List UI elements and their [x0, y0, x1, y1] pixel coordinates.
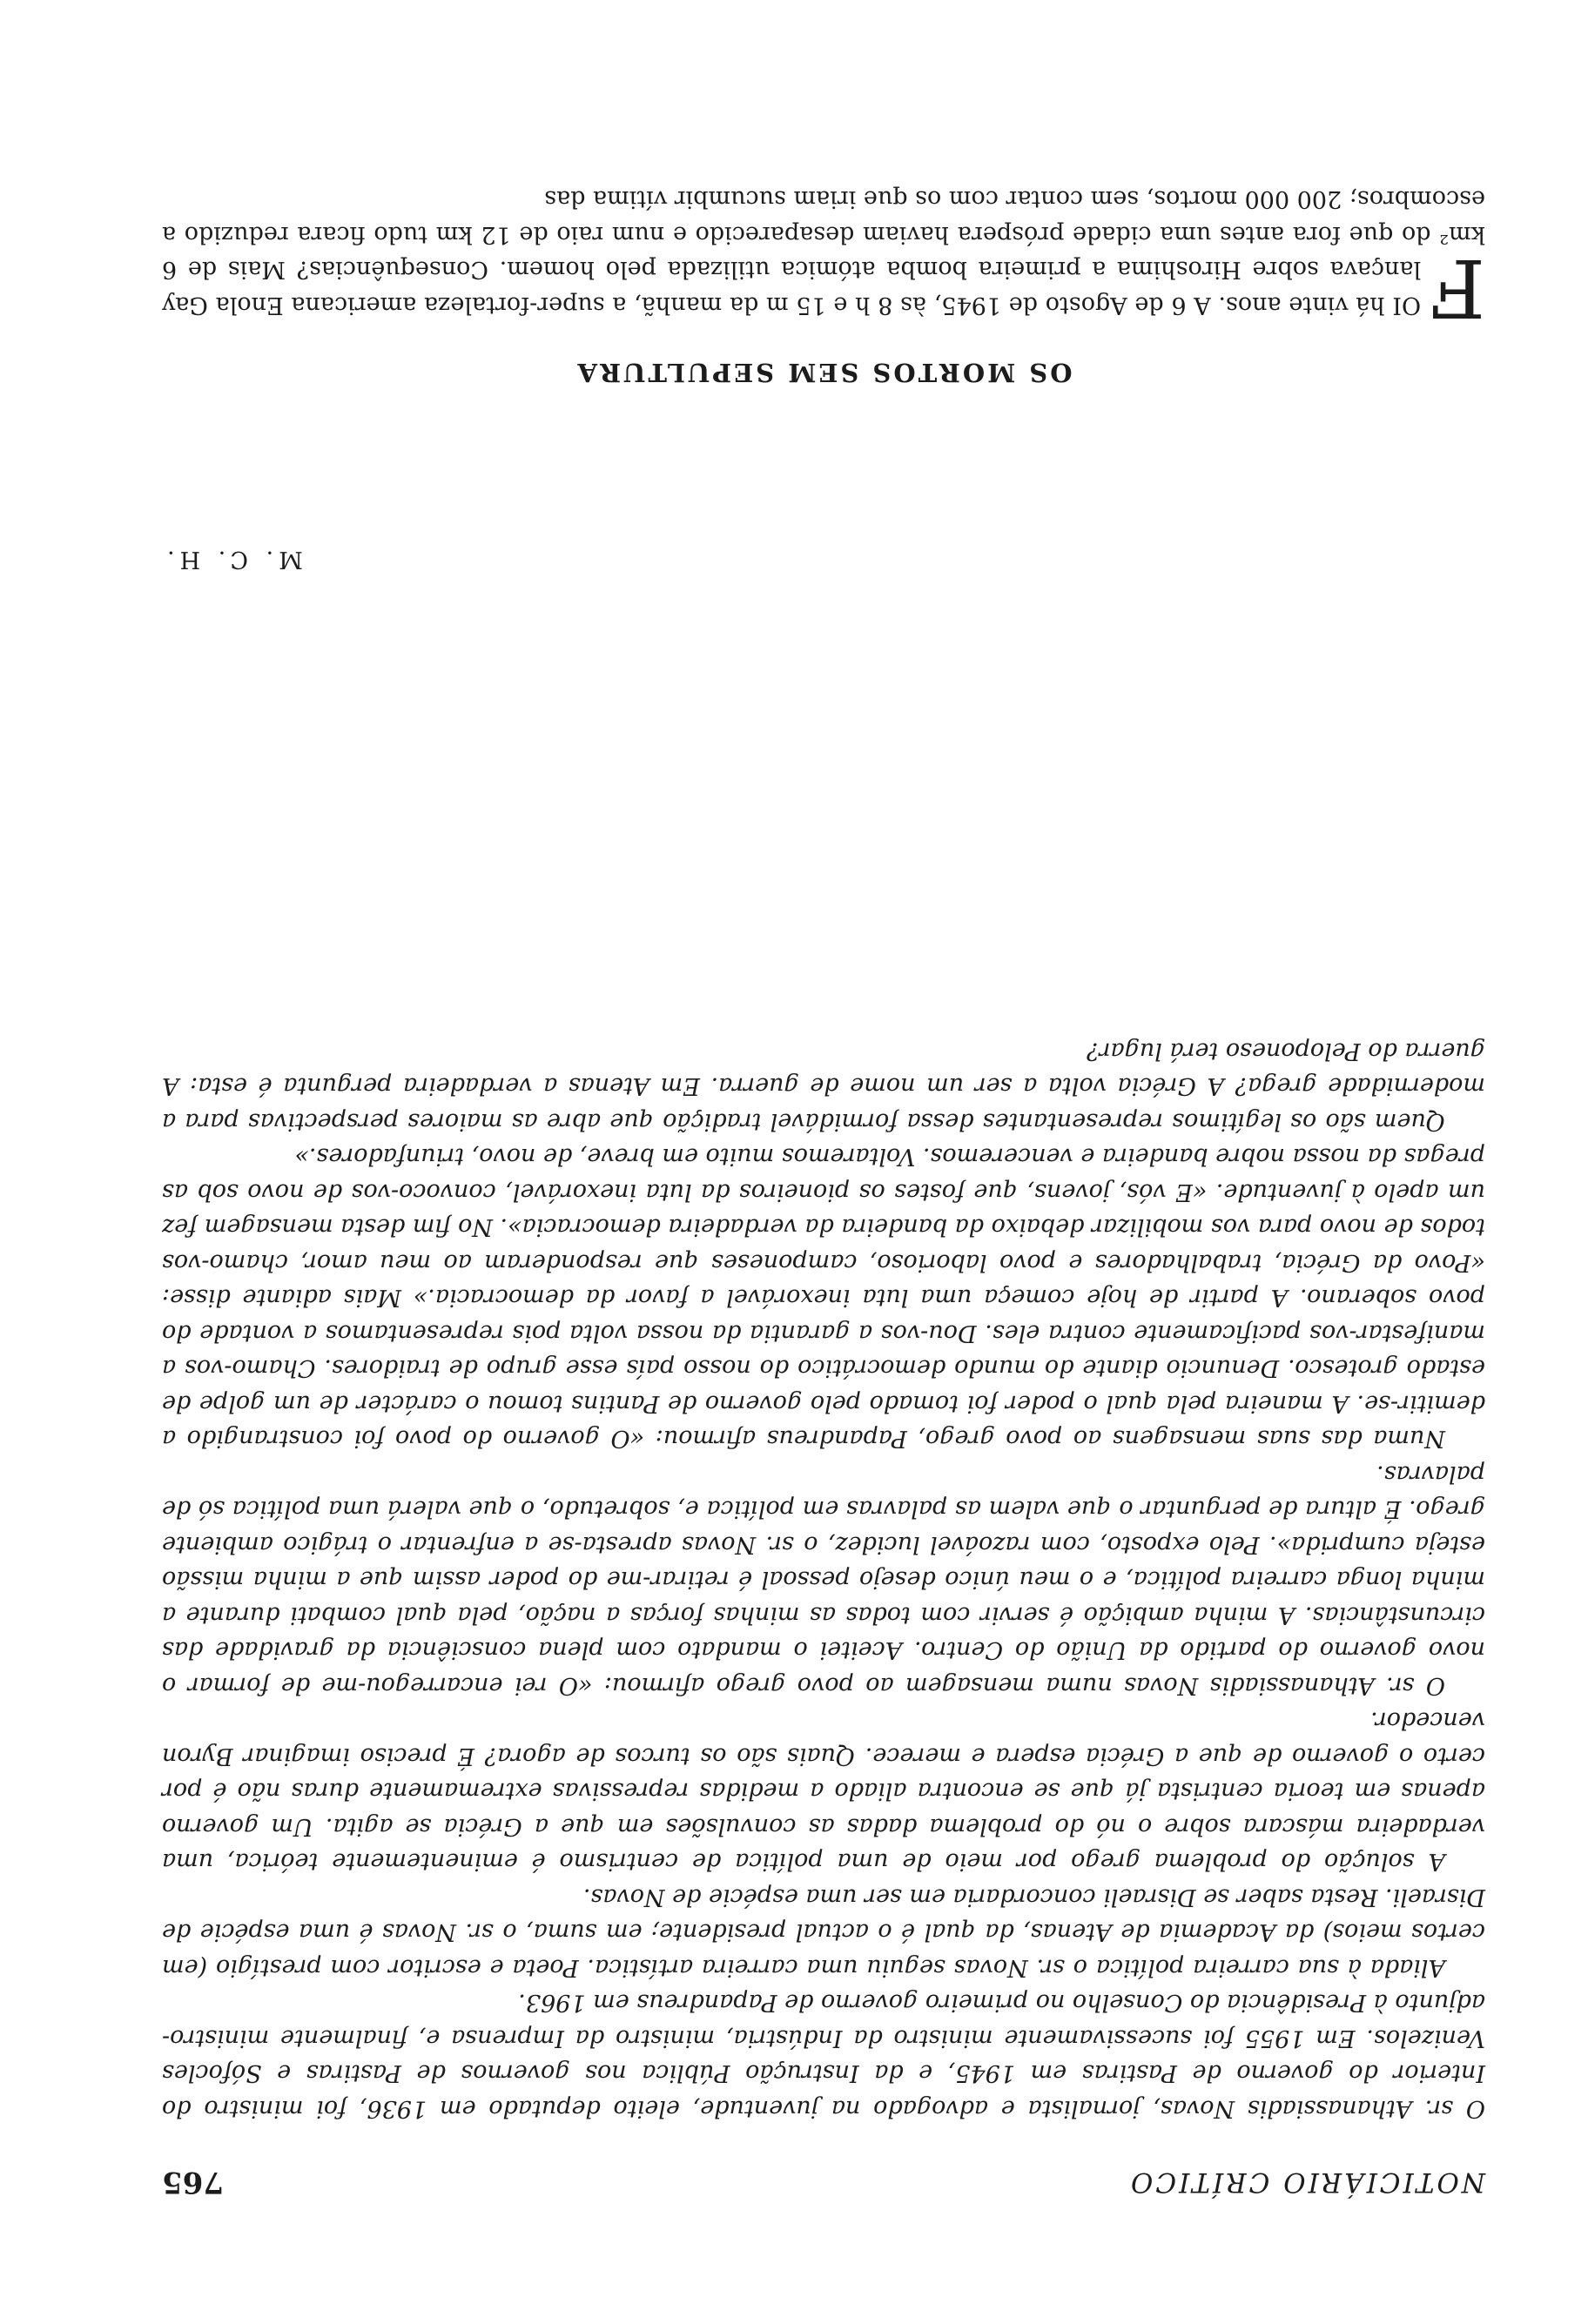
- running-head: NOTICIÁRIO CRÍTICO: [1127, 2166, 1485, 2198]
- paragraph: O sr. Athanassiadis Novas numa mensagem ao povo grego afirmou: «O rei encarregou-me de formar o novo governo do partido da União do Centro. Aceitei o mandato com plena consciência da gravidade das circunstâncias. A minha ambição é servir com todas as minhas forças a nação, pela qual combati durante a minha longa carreira política, e o meu único desejo pessoal é retirar-me do poder assim que a minha missão esteja cumprida». Pelo exposto, com razoável lucidez, o sr. Novas apresta-se a enfrentar o trágico ambiente grego. É altura de perguntar o que valem as palavras em política e, sobretudo, o que valerá uma política só de palavras.: [162, 1461, 1485, 1699]
- paragraph: O sr. Athanassiadis Novas, jornalista e advogado na juventude, eleito deputado em 1936, foi ministro do Interior do governo de Pastiras em 1945, e da Instrução Pública nos governos de Pastiras e Sófocles Venizelos. Em 1955 foi sucessivamente ministro da Indústria, ministro da Imprensa e, finalmente ministro-adjunto à Presidência do Conselho no primeiro governo de Papandreus em 1963.: [162, 1989, 1485, 2122]
- paragraph: Numa das suas mensagens ao povo grego, Papandreus afirmou: «O governo do povo foi constrangido a demitir-se. A maneira pela qual o poder foi tomado pelo governo de Pantins tomou o carácter de um golpe de estado grotesco. Denuncio diante do mundo democrático do nosso país esse grupo de traidores. Chamo-vos a manifestar-vos pacificamente contra eles. Dou-vos a garantia da nossa volta pois representamos a vontade do povo soberano. A partir de hoje começa uma luta inexorável a favor da democracia.» Mais adiante disse: «Povo da Grécia, trabalhadores e povo laborioso, camponeses que responderam ao meu amor, chamo-vos todos de novo para vos mobilizar debaixo da bandeira da verdadeira democracia». No fim desta mensagem fez um apelo à juventude. «E vós, jovens, que fostes os pioneiros da luta inexorável, convoco-vos de novo sob as pregas da nossa nobre bandeira e venceremos. Voltaremos muito em breve, de novo, triunfadores.»: [162, 1143, 1485, 1453]
- drop-cap: F: [1430, 241, 1485, 334]
- new-article-body: [162, 181, 1485, 334]
- article-body-continued: [162, 1033, 1485, 2126]
- paragraph: Quem são os legítimos representantes dessa formidável tradição que abre as maiores perspectivas para a modernidade grega? A Grécia volta a ser um nome de guerra. Em Atenas a verdadeira pergunta é esta: A guerra do Peloponeso terá lugar?: [162, 1038, 1485, 1135]
- page-header: [162, 2160, 1485, 2204]
- article-text: OI há vinte anos. A 6 de Agosto de 1945, às 8 h e 15 m da manhã, a super-fortaleza americana Enola Gay lançava sobre Hiroshima a primeira bomba atómica utilizada pelo homem. Consequências? Mais de 6 km² do que fora antes uma cidade próspera haviam desaparecido e num raio de 12 km tudo ficara reduzido a escombros; 200 000 mortos, sem contar com os que iriam sucumbir vítima das: [162, 185, 1485, 319]
- paragraph: Aliada à sua carreira política o sr. Novas seguiu uma carreira artística. Poeta e escritor com prestígio (em certos meios) da Academia de Atenas, da qual é o actual presidente; em suma, o sr. Novas é uma espécie de Disraeli. Resta saber se Disraeli concordaria em ser uma espécie de Novas.: [162, 1884, 1485, 1981]
- page-number: 765: [162, 2165, 224, 2200]
- article-title: OS MORTOS SEM SEPULTURA: [575, 358, 1073, 387]
- author-signature: M. C. H.: [162, 546, 303, 573]
- paragraph: A solução do problema grego por meio de uma política de centrismo é eminentemente teórica, uma verdadeira máscara sobre o nó do problema dadas as convulsões em que a Grécia se agita. Um governo apenas em teoria centrista já que se encontra aliado a medidas repressivas extremamente duras não é por certo o governo de que a Grécia espera e merece. Quais são os turcos de agora? É preciso imaginar Byron vencedor.: [162, 1707, 1485, 1876]
